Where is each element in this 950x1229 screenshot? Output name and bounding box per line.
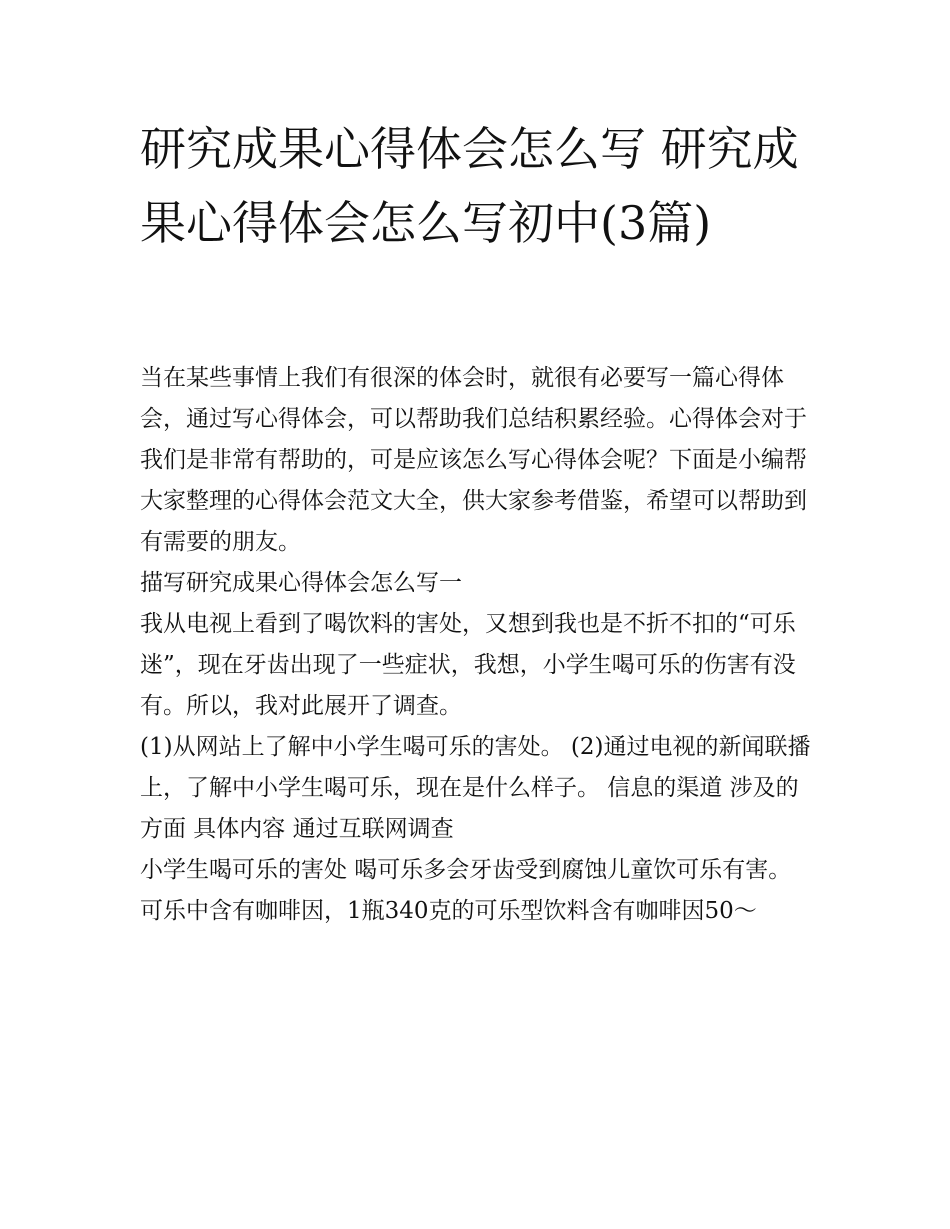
body-paragraph: 我从电视上看到了喝饮料的害处，又想到我也是不折不扣的“可乐迷”，现在牙齿出现了一些症状，我想，小学生喝可乐的伤害有没有。所以，我对此展开了调查。 <box>140 611 796 719</box>
document-body <box>140 358 820 932</box>
intro-paragraph: 当在某些事情上我们有很深的体会时，就很有必要写一篇心得体会，通过写心得体会，可以帮助我们总结积累经验。心得体会对于我们是非常有帮助的，可是应该怎么写心得体会呢？下面是小编帮大家整理的心得体会范文大全，供大家参考借鉴，希望可以帮助到有需要的朋友。 <box>140 365 807 555</box>
body-paragraph: 可乐中含有咖啡因，1瓶340克的可乐型饮料含有咖啡因50～ <box>140 898 757 924</box>
section-heading: 描写研究成果心得体会怎么写一 <box>140 570 462 596</box>
body-paragraph: (1)从网站上了解中小学生喝可乐的害处。 (2)通过电视的新闻联播上，了解中小学生喝可乐，现在是什么样子。 信息的渠道 涉及的方面 具体内容 通过互联网调查 <box>140 734 811 842</box>
body-paragraph: 小学生喝可乐的害处 喝可乐多会牙齿受到腐蚀儿童饮可乐有害。 <box>140 857 792 883</box>
document-title: 研究成果心得体会怎么写 研究成果心得体会怎么写初中(3篇) <box>140 122 799 250</box>
